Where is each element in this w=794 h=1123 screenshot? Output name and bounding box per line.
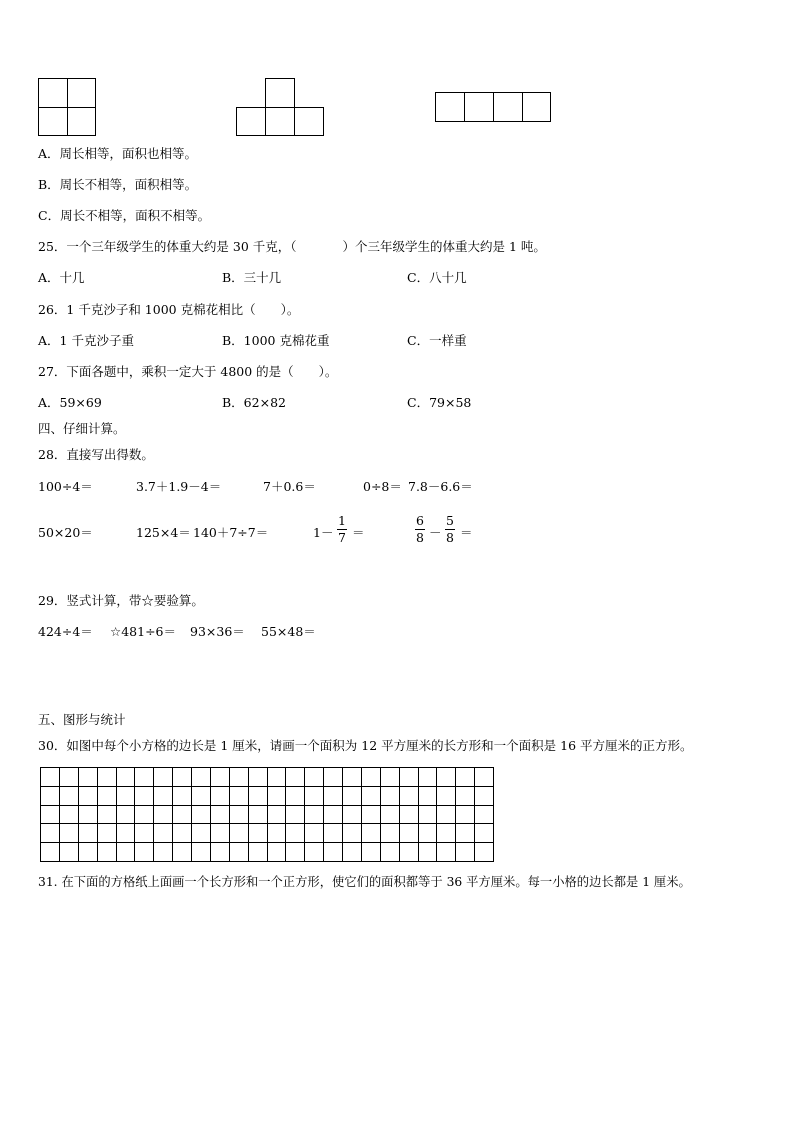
grid-cell[interactable]	[230, 806, 249, 825]
grid-cell[interactable]	[475, 806, 494, 825]
q25-option-a: A．十几	[38, 270, 85, 285]
grid-cell[interactable]	[41, 768, 60, 787]
grid-cell[interactable]	[60, 824, 79, 843]
grid-cell[interactable]	[456, 787, 475, 806]
q27-option-b: B．62×82	[222, 395, 286, 410]
grid-cell[interactable]	[60, 768, 79, 787]
q28-item: 7.8－6.6＝	[408, 479, 473, 494]
grid-cell[interactable]	[286, 787, 305, 806]
section-5-heading: 五、图形与统计	[38, 712, 126, 727]
q25-option-b: B．三十几	[222, 270, 282, 285]
grid-cell[interactable]	[437, 843, 456, 862]
grid-cell[interactable]	[475, 824, 494, 843]
grid-cell[interactable]	[173, 806, 192, 825]
grid-cell[interactable]	[230, 787, 249, 806]
grid-cell[interactable]	[154, 843, 173, 862]
grid-cell[interactable]	[173, 768, 192, 787]
grid-cell[interactable]	[135, 768, 154, 787]
grid-cell[interactable]	[362, 824, 381, 843]
figure-1x4-strip	[435, 92, 551, 122]
q26-option-c: C．一样重	[407, 333, 467, 348]
grid-cell[interactable]	[419, 824, 438, 843]
grid-cell[interactable]	[249, 787, 268, 806]
q28-fraction-1-7	[337, 514, 347, 545]
grid-cell[interactable]	[268, 843, 287, 862]
q28-stem: 28．直接写出得数。	[38, 447, 154, 462]
q25-option-c: C．八十几	[407, 270, 467, 285]
q25-stem-part-a: 25．一个三年级学生的体重大约是 30 千克，（	[38, 239, 297, 254]
q28-fraction-6-8	[415, 514, 425, 545]
grid-cell[interactable]	[400, 768, 419, 787]
q26-option-a: A．1 千克沙子重	[38, 333, 134, 348]
grid-cell[interactable]	[249, 806, 268, 825]
grid-cell[interactable]	[154, 806, 173, 825]
grid-cell[interactable]	[305, 843, 324, 862]
grid-cell[interactable]	[211, 806, 230, 825]
grid-cell[interactable]	[456, 843, 475, 862]
grid-cell[interactable]	[456, 824, 475, 843]
grid-cell[interactable]	[362, 768, 381, 787]
grid-cell[interactable]	[60, 787, 79, 806]
grid-cell[interactable]	[98, 787, 117, 806]
grid-cell[interactable]	[419, 768, 438, 787]
grid-cell[interactable]	[400, 843, 419, 862]
grid-cell[interactable]	[192, 787, 211, 806]
grid-cell[interactable]	[41, 824, 60, 843]
grid-cell[interactable]	[324, 843, 343, 862]
grid-cell[interactable]	[98, 843, 117, 862]
q29-item: 424÷4＝	[38, 624, 93, 639]
q28-fraction-minus: －	[429, 525, 442, 540]
grid-cell[interactable]	[324, 806, 343, 825]
grid-cell[interactable]	[381, 787, 400, 806]
grid-cell[interactable]	[343, 768, 362, 787]
grid-cell[interactable]	[98, 824, 117, 843]
grid-cell[interactable]	[400, 824, 419, 843]
grid-cell[interactable]	[211, 768, 230, 787]
grid-cell[interactable]	[381, 768, 400, 787]
grid-cell[interactable]	[324, 824, 343, 843]
figure-2x2-square	[38, 78, 96, 136]
grid-cell[interactable]	[117, 787, 136, 806]
grid-cell[interactable]	[268, 824, 287, 843]
grid-cell[interactable]	[79, 768, 98, 787]
grid-cell[interactable]	[305, 787, 324, 806]
q28-item: 3.7＋1.9－4＝	[136, 479, 222, 494]
grid-cell[interactable]	[343, 787, 362, 806]
q27-option-a: A．59×69	[38, 395, 102, 410]
grid-cell[interactable]	[154, 824, 173, 843]
grid-cell[interactable]	[135, 806, 154, 825]
grid-cell[interactable]	[362, 787, 381, 806]
q24-option-b: B．周长不相等，面积相等。	[38, 177, 198, 192]
fraction-numerator: 6	[416, 513, 424, 528]
fraction-denominator: 7	[338, 530, 346, 545]
q28-item: 140＋7÷7＝	[193, 525, 269, 540]
grid-cell[interactable]	[249, 824, 268, 843]
q30-stem: 30．如图中每个小方格的边长是 1 厘米，请画一个面积为 12 平方厘米的长方形和一个面积是 16 平方厘米的正方形。	[38, 738, 693, 753]
section-4-heading: 四、仔细计算。	[38, 421, 126, 436]
grid-cell[interactable]	[173, 824, 192, 843]
grid-cell[interactable]	[249, 843, 268, 862]
grid-cell[interactable]	[305, 824, 324, 843]
q24-option-a: A．周长相等，面积也相等。	[38, 146, 198, 161]
figure-t-shape	[236, 78, 324, 136]
grid-cell[interactable]	[230, 824, 249, 843]
grid-cell[interactable]	[117, 768, 136, 787]
grid-cell[interactable]	[286, 824, 305, 843]
grid-cell[interactable]	[79, 824, 98, 843]
grid-cell[interactable]	[419, 806, 438, 825]
grid-cell[interactable]	[117, 843, 136, 862]
grid-cell[interactable]	[268, 768, 287, 787]
grid-cell[interactable]	[456, 768, 475, 787]
grid-cell[interactable]	[211, 843, 230, 862]
grid-cell[interactable]	[437, 824, 456, 843]
grid-cell[interactable]	[192, 824, 211, 843]
grid-cell[interactable]	[60, 843, 79, 862]
grid-cell[interactable]	[475, 768, 494, 787]
grid-cell[interactable]	[437, 768, 456, 787]
grid-cell[interactable]	[154, 768, 173, 787]
grid-cell[interactable]	[324, 787, 343, 806]
fraction-numerator: 5	[446, 513, 454, 528]
grid-cell[interactable]	[192, 806, 211, 825]
q26-option-b: B．1000 克棉花重	[222, 333, 330, 348]
grid-cell[interactable]	[98, 768, 117, 787]
grid-cell[interactable]	[60, 806, 79, 825]
grid-cell[interactable]	[117, 806, 136, 825]
grid-cell[interactable]	[230, 768, 249, 787]
grid-cell[interactable]	[324, 768, 343, 787]
q28-fraction-equals: ＝	[460, 525, 473, 540]
q30-square-grid[interactable]	[40, 767, 494, 862]
grid-cell[interactable]	[343, 806, 362, 825]
grid-cell[interactable]	[211, 824, 230, 843]
grid-cell[interactable]	[381, 824, 400, 843]
grid-cell[interactable]	[343, 843, 362, 862]
grid-cell[interactable]	[475, 843, 494, 862]
q28-item: 50×20＝	[38, 525, 93, 540]
grid-cell[interactable]	[362, 806, 381, 825]
grid-cell[interactable]	[456, 806, 475, 825]
q29-item: 93×36＝	[190, 624, 245, 639]
fraction-denominator: 8	[416, 530, 424, 545]
fraction-denominator: 8	[446, 530, 454, 545]
q28-item: 7＋0.6＝	[263, 479, 316, 494]
grid-cell[interactable]	[173, 843, 192, 862]
grid-cell[interactable]	[268, 806, 287, 825]
grid-cell[interactable]	[475, 787, 494, 806]
grid-cell[interactable]	[41, 806, 60, 825]
grid-cell[interactable]	[362, 843, 381, 862]
grid-cell[interactable]	[98, 806, 117, 825]
grid-cell[interactable]	[305, 768, 324, 787]
q28-fraction-5-8	[445, 514, 455, 545]
grid-cell[interactable]	[437, 787, 456, 806]
q28-fraction-prefix: 1－	[313, 525, 334, 540]
grid-cell[interactable]	[249, 768, 268, 787]
q24-option-c: C．周长不相等，面积不相等。	[38, 208, 211, 223]
q25-stem-part-b: ）个三年级学生的体重大约是 1 吨。	[342, 239, 546, 254]
grid-cell[interactable]	[381, 843, 400, 862]
grid-cell[interactable]	[135, 843, 154, 862]
grid-cell[interactable]	[343, 824, 362, 843]
grid-cell[interactable]	[135, 787, 154, 806]
grid-cell[interactable]	[437, 806, 456, 825]
grid-cell[interactable]	[400, 806, 419, 825]
q27-stem: 27．下面各题中，乘积一定大于 4800 的是（ ）。	[38, 364, 338, 379]
grid-cell[interactable]	[419, 787, 438, 806]
grid-cell[interactable]	[286, 806, 305, 825]
grid-cell[interactable]	[173, 787, 192, 806]
grid-cell[interactable]	[154, 787, 173, 806]
grid-cell[interactable]	[381, 806, 400, 825]
q28-fraction-equals: ＝	[352, 525, 365, 540]
grid-cell[interactable]	[230, 843, 249, 862]
q29-item: ☆481÷6＝	[110, 624, 176, 639]
grid-cell[interactable]	[400, 787, 419, 806]
q29-item: 55×48＝	[261, 624, 316, 639]
q26-stem: 26．1 千克沙子和 1000 克棉花相比（ ）。	[38, 302, 300, 317]
grid-cell[interactable]	[268, 787, 287, 806]
grid-cell[interactable]	[79, 806, 98, 825]
q28-item: 0÷8＝	[363, 479, 402, 494]
grid-cell[interactable]	[286, 768, 305, 787]
grid-cell[interactable]	[192, 843, 211, 862]
grid-cell[interactable]	[135, 824, 154, 843]
grid-cell[interactable]	[419, 843, 438, 862]
q27-option-c: C．79×58	[407, 395, 472, 410]
grid-cell[interactable]	[117, 824, 136, 843]
grid-cell[interactable]	[305, 806, 324, 825]
q25-stem	[38, 239, 546, 255]
grid-cell[interactable]	[79, 787, 98, 806]
q29-stem: 29．竖式计算，带☆要验算。	[38, 593, 204, 608]
fraction-numerator: 1	[338, 513, 346, 528]
grid-cell[interactable]	[192, 768, 211, 787]
grid-cell[interactable]	[211, 787, 230, 806]
grid-cell[interactable]	[286, 843, 305, 862]
q31-stem: 31. 在下面的方格纸上面画一个长方形和一个正方形，使它们的面积都等于 36 平方厘米。每一小格的边长都是 1 厘米。	[38, 875, 691, 889]
grid-cell[interactable]	[41, 843, 60, 862]
grid-cell[interactable]	[79, 843, 98, 862]
q28-item: 100÷4＝	[38, 479, 93, 494]
grid-cell[interactable]	[41, 787, 60, 806]
q28-item: 125×4＝	[136, 525, 191, 540]
